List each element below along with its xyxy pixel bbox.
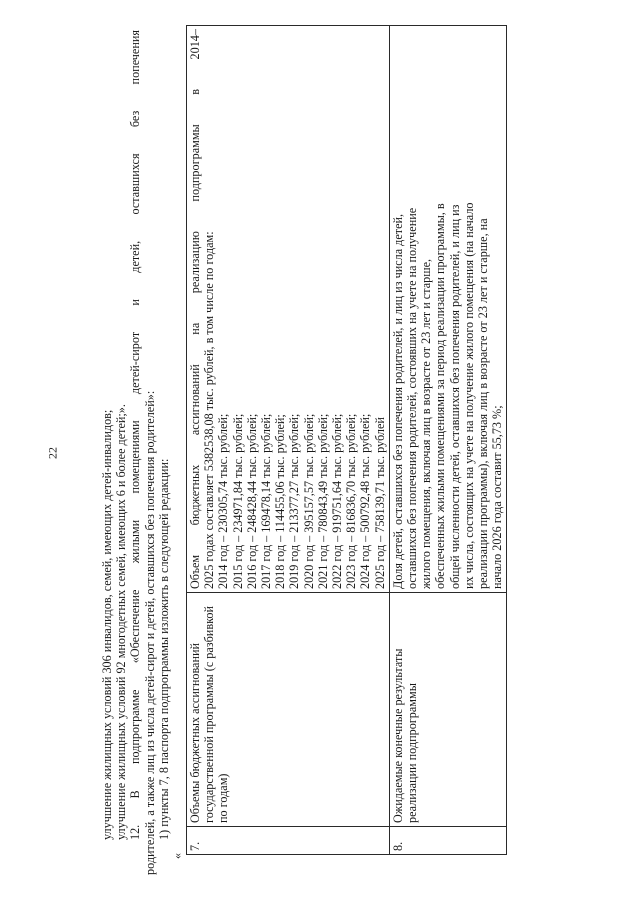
content-line: 2021 год – 780843,49 тыс. рублей; <box>315 413 330 589</box>
page-number: 22 <box>45 447 60 459</box>
passport-table <box>186 25 507 855</box>
intro-block <box>100 30 183 875</box>
content-line: 2019 год – 213377,27 тыс. рублей; <box>287 413 302 589</box>
intro-line: улучшение жилищных условий 92 многодетных семей, имеющих 6 и более детей;». <box>114 404 129 840</box>
content-line: Доля детей, оставшихся без попечения родителей, и лиц из числа детей, <box>390 213 405 589</box>
content-line: обеспеченных жилыми помещениями за период реализации программы, в <box>433 203 448 589</box>
content-line: 2022 год – 919751,64 тыс. рублей; <box>330 413 345 589</box>
table-row <box>187 26 390 855</box>
rotated-document-content <box>100 30 620 875</box>
row-number: 7. <box>187 827 390 855</box>
content-line: 2017 год – 169478,14 тыс. рублей; <box>259 413 274 589</box>
content-line: жилого помещения, включая лиц в возрасте от 23 лет и старше, <box>419 258 434 589</box>
content-line: 2018 год – 114455,06 тыс. рублей; <box>273 414 288 589</box>
content-line: Объем бюджетных ассигнований на реализацию подпрограммы в 2014– <box>188 29 202 589</box>
content-line: 2014 год – 230305,74 тыс. рублей; <box>216 413 231 589</box>
table-row <box>389 26 507 855</box>
content-line: начало 2026 года составит 55,73 %; <box>490 405 505 589</box>
row-number: 8. <box>389 827 507 855</box>
content-line: общей численности детей, оставшихся без попечения родителей, и лиц из <box>447 204 462 589</box>
row-label: Объемы бюджетных ассигнований государственной программы (с разбивкой по годам) <box>187 593 390 827</box>
row-content <box>389 26 507 593</box>
intro-line: 1) пункты 7, 8 паспорта подпрограммы изложить в следующей редакции: <box>156 458 171 840</box>
content-line: реализации программы), включая лиц в возрасте от 23 лет и старше, на <box>476 218 491 589</box>
content-line: 2024 год – 500792,48 тыс. рублей; <box>358 413 373 589</box>
intro-line: улучшение жилищных условий 306 инвалидов, семей, имеющих детей-инвалидов; <box>100 409 114 840</box>
content-line: 2025 год – 758139,71 тыс. рублей <box>372 417 387 589</box>
content-line: 2016 год – 248428,44 тыс. рублей; <box>244 413 259 589</box>
content-line: 2015 год – 234971,84 тыс. рублей; <box>230 413 245 589</box>
intro-line: родителей, а также лиц из числа детей-сирот и детей, оставшихся без попечения родителей»: <box>142 390 157 875</box>
intro-line: 12. В подпрограмме «Обеспечение жилыми помещениями детей-сирот и детей, оставшихся без попечения <box>128 30 143 840</box>
content-line: их числа, состоящих на учете на получение жилого помещения (на начало <box>461 202 476 589</box>
row-label: Ожидаемые конечные результаты реализации подпрограммы <box>389 593 507 827</box>
content-line: 2025 годах составляет 5382538,08 тыс. рублей, в том числе по годам: <box>202 231 217 589</box>
content-line: оставшихся без попечения родителей, состоявших на учете на получение <box>405 207 420 589</box>
content-line: 2020 год – 395157,57 тыс. рублей; <box>301 413 316 589</box>
opening-quote: « <box>170 853 185 859</box>
content-line: 2023 год – 816836,70 тыс. рублей; <box>344 413 359 589</box>
row-content <box>187 26 390 593</box>
